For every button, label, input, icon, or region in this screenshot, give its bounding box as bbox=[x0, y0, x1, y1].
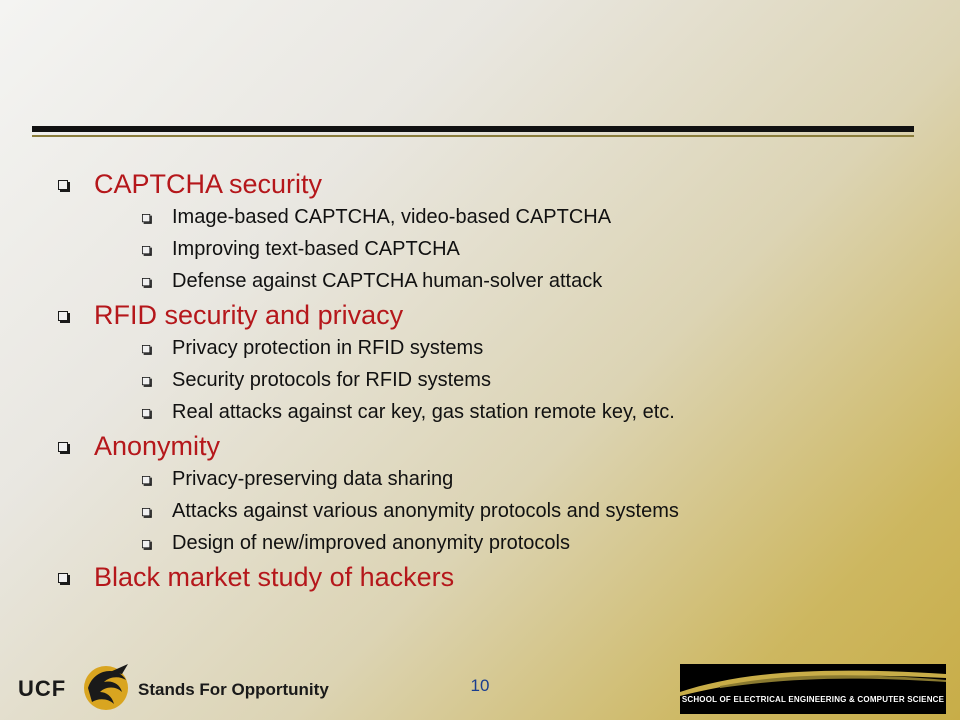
section-item bbox=[58, 430, 918, 559]
hollow-square-bullet-icon bbox=[58, 442, 68, 452]
sub-item-text: Privacy protection in RFID systems bbox=[172, 337, 484, 359]
section-heading: CAPTCHA security bbox=[94, 169, 323, 199]
section-heading: Black market study of hackers bbox=[94, 562, 455, 592]
sub-item-text: Real attacks against car key, gas station remote key, etc. bbox=[172, 401, 675, 423]
sub-item bbox=[94, 495, 918, 527]
hollow-square-bullet-icon bbox=[142, 214, 150, 222]
sub-item bbox=[94, 201, 918, 233]
sub-item bbox=[94, 396, 918, 428]
section-item bbox=[58, 299, 918, 428]
hollow-square-bullet-icon bbox=[142, 476, 150, 484]
department-banner bbox=[680, 664, 946, 714]
title-divider-thin bbox=[32, 135, 914, 137]
sub-item-text: Defense against CAPTCHA human-solver attack bbox=[172, 270, 603, 292]
title-divider-thick bbox=[32, 126, 914, 132]
sub-item bbox=[94, 332, 918, 364]
hollow-square-bullet-icon bbox=[142, 540, 150, 548]
section-item bbox=[58, 168, 918, 297]
bullet-list bbox=[58, 166, 918, 594]
sub-item-text: Privacy-preserving data sharing bbox=[172, 468, 454, 490]
sub-item bbox=[94, 364, 918, 396]
hollow-square-bullet-icon bbox=[142, 377, 150, 385]
sub-bullet-list bbox=[94, 332, 918, 428]
sub-bullet-list bbox=[94, 463, 918, 559]
pegasus-logo-icon bbox=[80, 658, 136, 719]
hollow-square-bullet-icon bbox=[142, 409, 150, 417]
section-heading: RFID security and privacy bbox=[94, 300, 404, 330]
hollow-square-bullet-icon bbox=[142, 345, 150, 353]
page-number: 10 bbox=[470, 676, 490, 695]
hollow-square-bullet-icon bbox=[142, 278, 150, 286]
sub-bullet-list bbox=[94, 201, 918, 297]
ucf-wordmark: UCF bbox=[18, 676, 67, 701]
sub-item bbox=[94, 463, 918, 495]
banner-text: SCHOOL OF ELECTRICAL ENGINEERING & COMPUTER SCIENCE bbox=[681, 695, 945, 704]
sub-item bbox=[94, 527, 918, 559]
ucf-footer-logo bbox=[18, 658, 338, 718]
sub-item-text: Improving text-based CAPTCHA bbox=[172, 238, 460, 260]
hollow-square-bullet-icon bbox=[58, 311, 68, 321]
sub-item-text: Attacks against various anonymity protocols and systems bbox=[172, 500, 679, 522]
sub-item-text: Security protocols for RFID systems bbox=[172, 369, 491, 391]
sub-item bbox=[94, 233, 918, 265]
sub-item-text: Image-based CAPTCHA, video-based CAPTCHA bbox=[172, 206, 612, 228]
hollow-square-bullet-icon bbox=[58, 573, 68, 583]
tagline: Stands For Opportunity bbox=[138, 680, 329, 699]
sub-item-text: Design of new/improved anonymity protocols bbox=[172, 532, 570, 554]
hollow-square-bullet-icon bbox=[142, 508, 150, 516]
section-heading: Anonymity bbox=[94, 431, 221, 461]
banner-swoosh bbox=[680, 664, 946, 714]
sub-item bbox=[94, 265, 918, 297]
section-item bbox=[58, 561, 918, 594]
hollow-square-bullet-icon bbox=[142, 246, 150, 254]
hollow-square-bullet-icon bbox=[58, 180, 68, 190]
